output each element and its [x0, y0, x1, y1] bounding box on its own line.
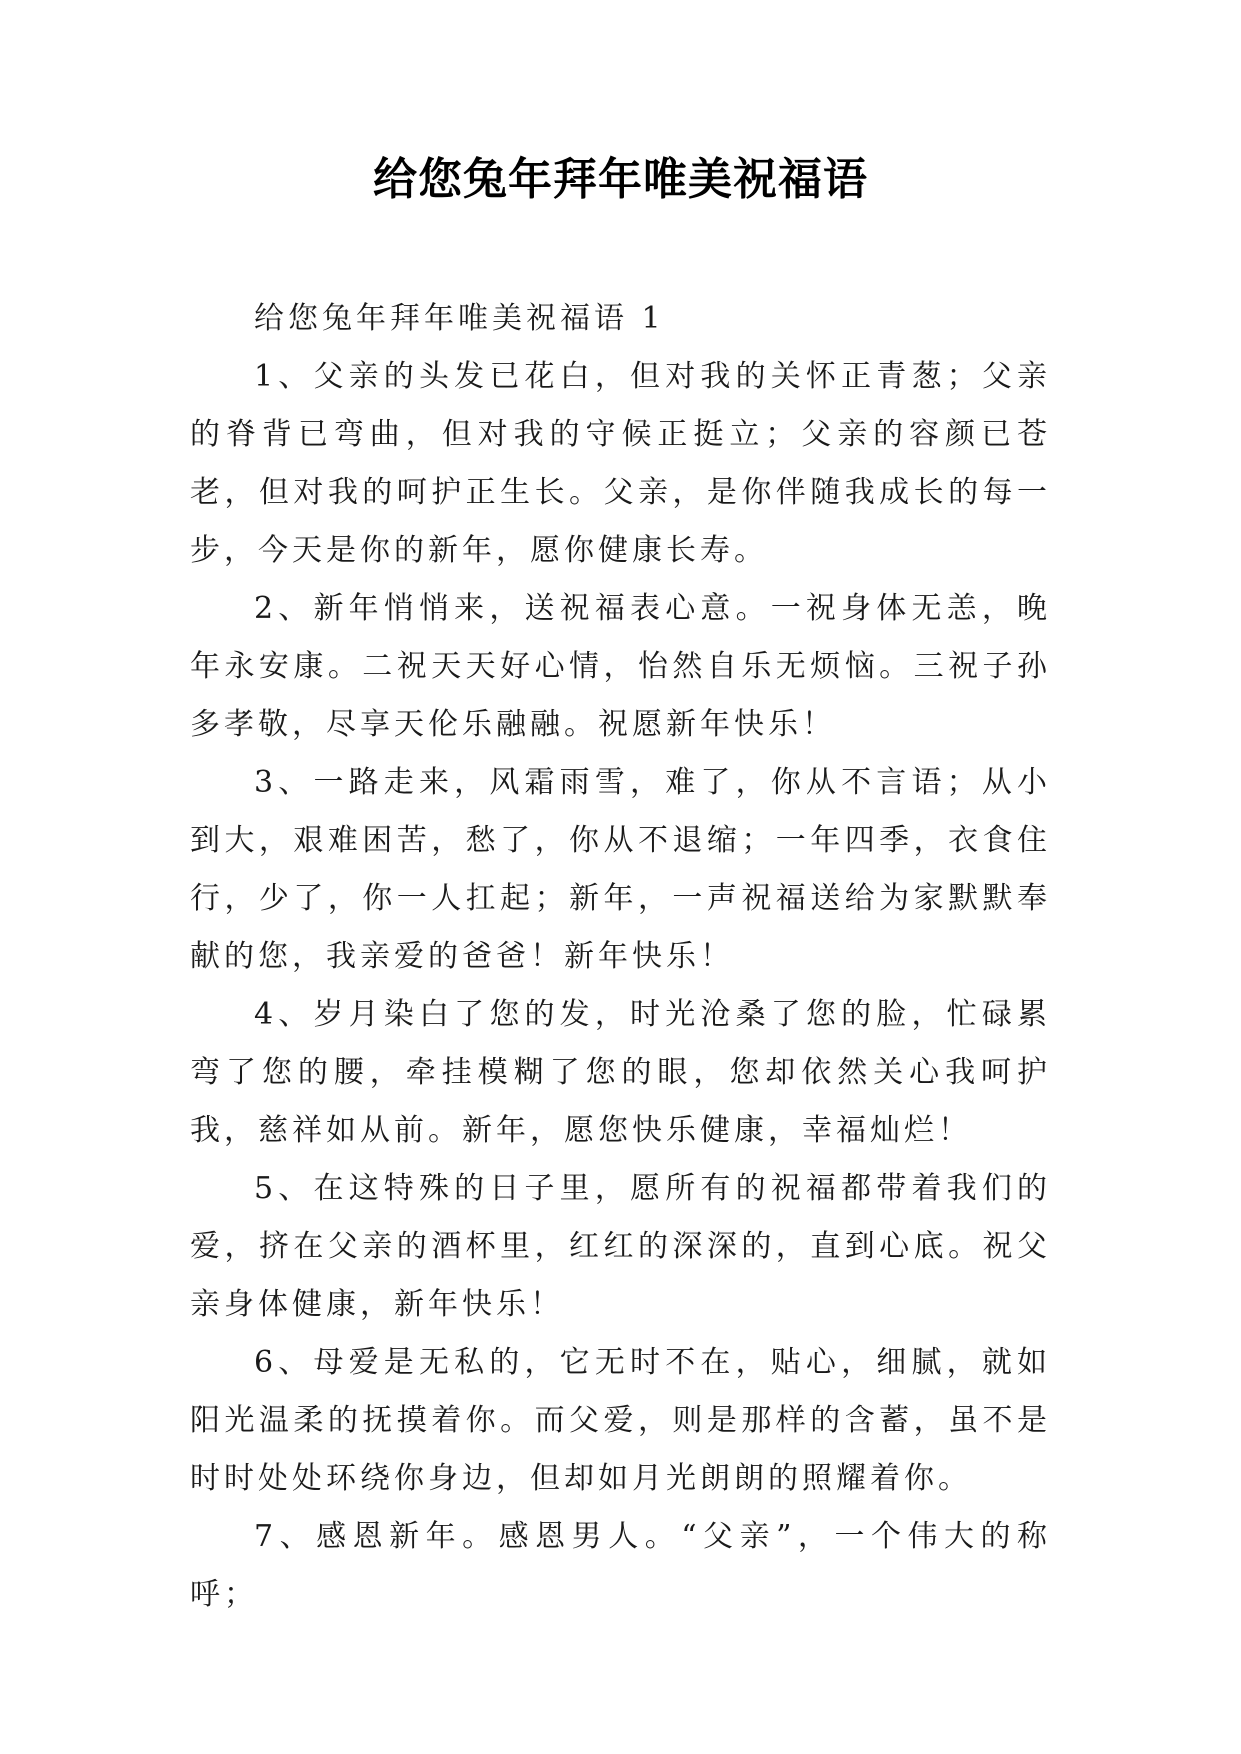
paragraph-4: 4、岁月染白了您的发，时光沧桑了您的脸，忙碌累弯了您的腰，牵挂模糊了您的眼，您却依然关心我呵护我，慈祥如从前。新年，愿您快乐健康，幸福灿烂！ [190, 997, 1051, 1148]
paragraph-7: 7、感恩新年。感恩男人。“父亲”，一个伟大的称呼； [190, 1519, 1051, 1612]
paragraph-6: 6、母爱是无私的，它无时不在，贴心，细腻，就如阳光温柔的抚摸着你。而父爱，则是那样的含蓄，虽不是时时处处环绕你身边，但却如月光朗朗的照耀着你。 [190, 1345, 1051, 1496]
paragraph-1: 1、父亲的头发已花白，但对我的关怀正青葱；父亲的脊背已弯曲，但对我的守候正挺立；父亲的容颜已苍老，但对我的呵护正生长。父亲，是你伴随我成长的每一步，今天是你的新年，愿你健康长寿。 [190, 359, 1051, 568]
paragraph-5: 5、在这特殊的日子里，愿所有的祝福都带着我们的爱，挤在父亲的酒杯里，红红的深深的，直到心底。祝父亲身体健康，新年快乐！ [190, 1171, 1051, 1322]
paragraph-2: 2、新年悄悄来，送祝福表心意。一祝身体无恙，晚年永安康。二祝天天好心情，怡然自乐无烦恼。三祝子孙多孝敬，尽享天伦乐融融。祝愿新年快乐！ [190, 591, 1051, 742]
paragraph-3: 3、一路走来，风霜雨雪，难了，你从不言语；从小到大，艰难困苦，愁了，你从不退缩；一年四季，衣食住行，少了，你一人扛起；新年，一声祝福送给为家默默奉献的您，我亲爱的爸爸！新年快乐！ [190, 765, 1051, 974]
document-title: 给您兔年拜年唯美祝福语 [373, 154, 868, 205]
document-body [190, 290, 1051, 1624]
section-heading: 给您兔年拜年唯美祝福语 1 [254, 301, 665, 336]
